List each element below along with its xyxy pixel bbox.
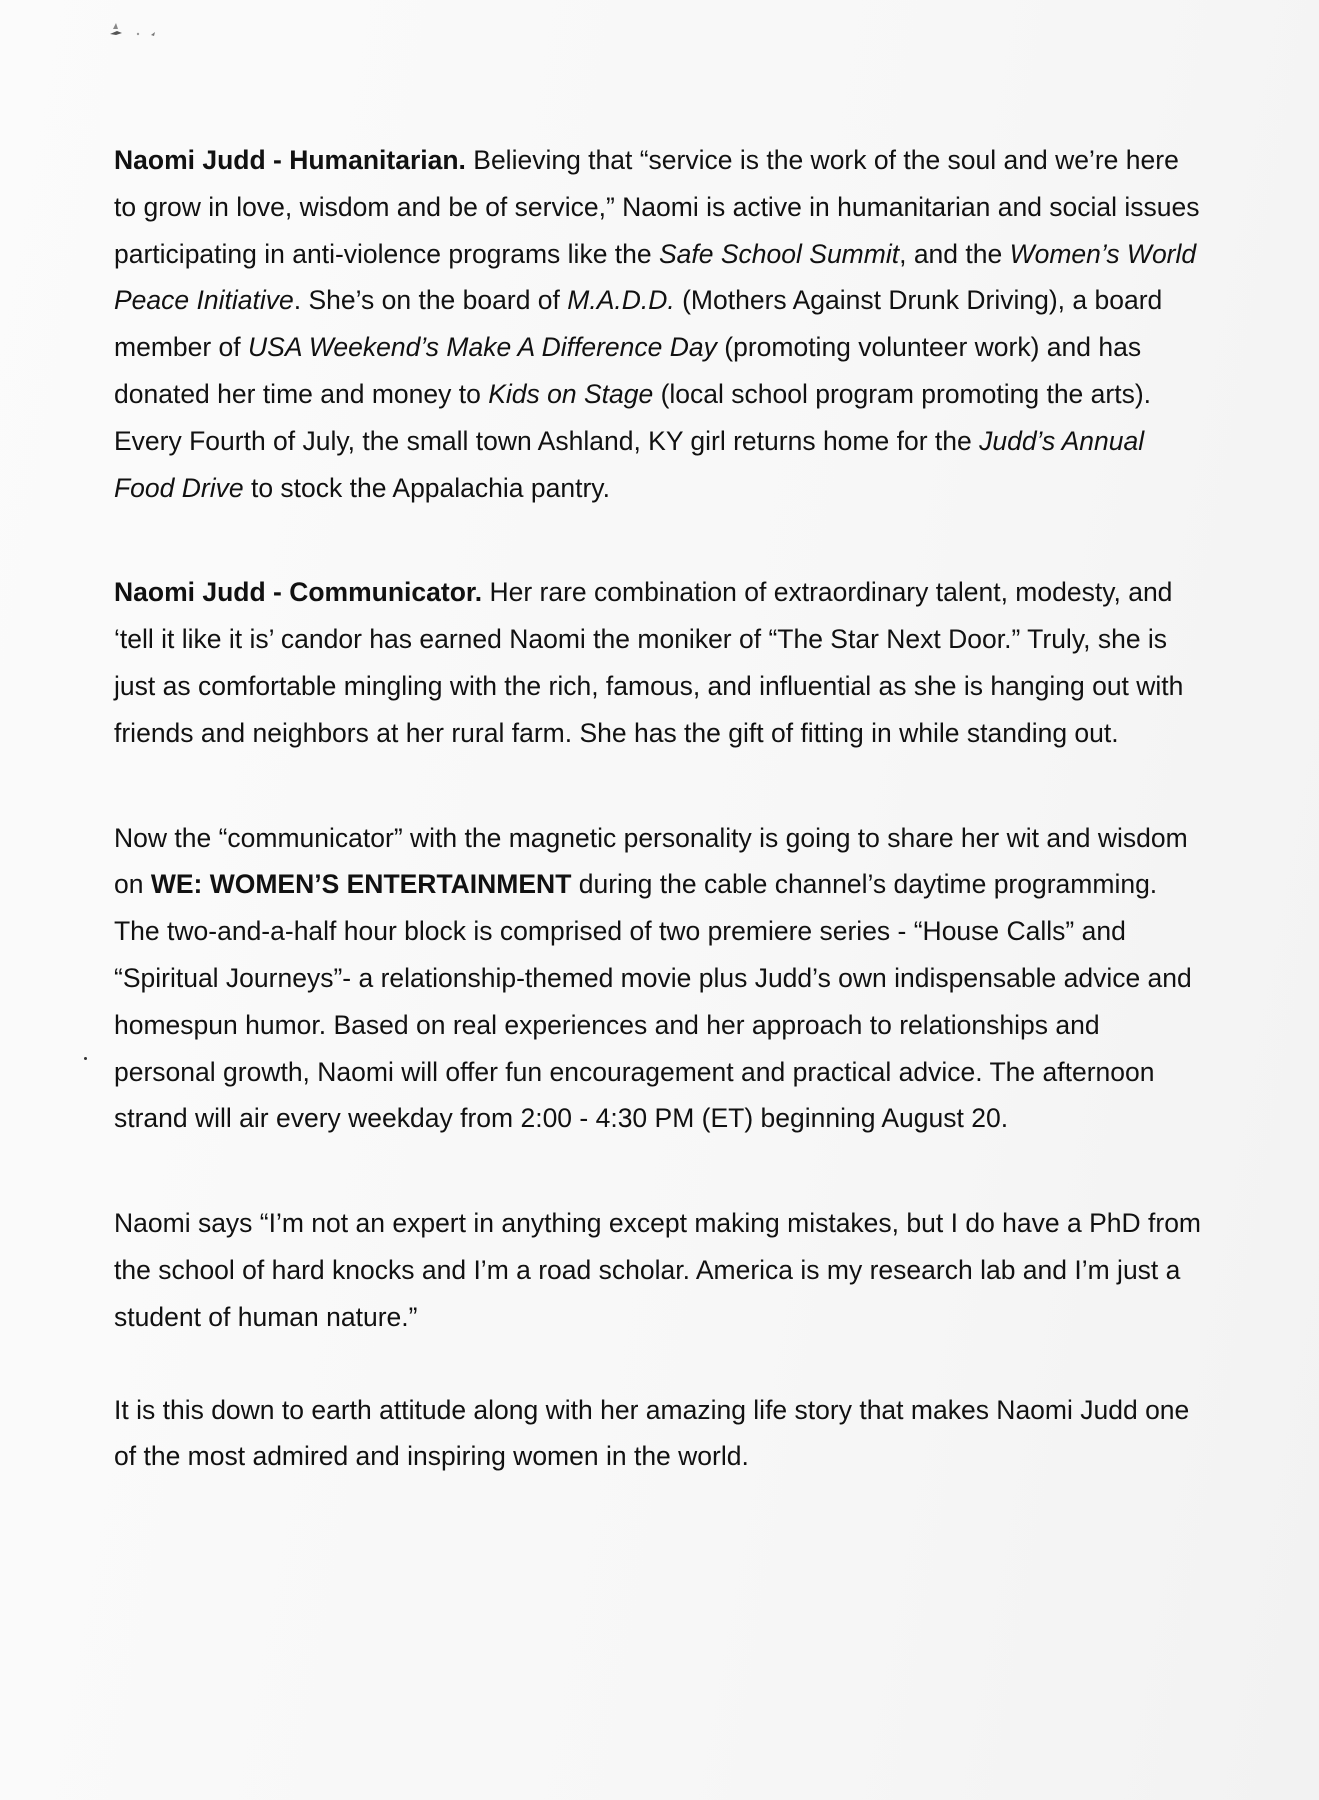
italic-title: USA Weekend’s Make A Difference Day — [248, 332, 717, 363]
paragraph-text: It is this down to earth attitude along with her amazing life story that makes Naomi Judd one of the most admired and inspiring women in the world. — [114, 1394, 1190, 1472]
paragraph-heading: Naomi Judd - Humanitarian. — [114, 145, 466, 175]
paragraph-text: Now the “communicator” with the magnetic personality is going to share her wit and wisdom on — [114, 822, 1188, 900]
paragraph-text: during the cable channel’s daytime programming. The two-and-a-half hour block is comprised of two premiere series - “House Calls” and “Spiritual Journeys”- a relationship-themed movie plus Judd’s own indispensable advice and homespun humor. Based on real experiences and her approach to relationships and personal growth, Naomi will offer fun encouragement and practical advice. The afternoon strand will air every weekday from 2:00 - 4:30 PM (ET) beginning August 20. — [114, 869, 1192, 1134]
italic-title: Kids on Stage — [488, 378, 654, 409]
paper-specks — [108, 14, 188, 44]
paragraph-text: (Mothers Against Drunk Driving), a board member of — [114, 285, 1163, 363]
paragraph-text: Believing that “service is the work of the soul and we’re here to grow in love, wisdom and be of service,” Naomi is active in humanitarian and social issues participating in anti-violence programs like the — [114, 145, 1200, 269]
paragraph-heading: WE: WOMEN’S ENTERTAINMENT — [150, 869, 572, 900]
paragraph-humanitarian — [114, 137, 1204, 511]
paragraph-text: , and the — [899, 238, 1010, 269]
italic-title: Safe School Summit — [659, 238, 900, 269]
paragraph-text: to stock the Appalachia pantry. — [243, 472, 610, 503]
paragraph-text: (local school program promoting the arts). Every Fourth of July, the small town Ashland, KY girl returns home for the — [114, 378, 1152, 456]
paragraph-text: (promoting volunteer work) and has donated her time and money to — [114, 332, 1142, 409]
paragraph-text: . She’s on the board of — [293, 285, 568, 316]
document-body — [114, 137, 1204, 1512]
italic-title: Judd’s Annual Food Drive — [114, 425, 1145, 503]
italic-title: Women’s World Peace Initiative — [114, 238, 1197, 316]
paragraph-closing — [114, 1387, 1204, 1481]
paragraph-text: Naomi says “I’m not an expert in anything except making mistakes, but I do have a PhD from the school of hard knocks and I’m a road scholar. America is my research lab and I’m just a student of human nature.” — [114, 1208, 1202, 1332]
paragraph-text: Her rare combination of extraordinary talent, modesty, and ‘tell it like it is’ candor has earned Naomi the moniker of “The Star Next Door.” Truly, she is just as comfortable mingling with the rich, famous, and influential as she is hanging out with friends and neighbors at her rural farm. She has the gift of fitting in while standing out. — [114, 577, 1184, 748]
italic-title: M.A.D.D. — [567, 285, 675, 316]
paragraph-communicator — [114, 569, 1204, 756]
paragraph-we-entertainment — [114, 815, 1204, 1143]
paragraph-heading: Naomi Judd - Communicator. — [114, 577, 483, 608]
paragraph-quote — [114, 1200, 1204, 1340]
margin-speck — [84, 1057, 87, 1060]
